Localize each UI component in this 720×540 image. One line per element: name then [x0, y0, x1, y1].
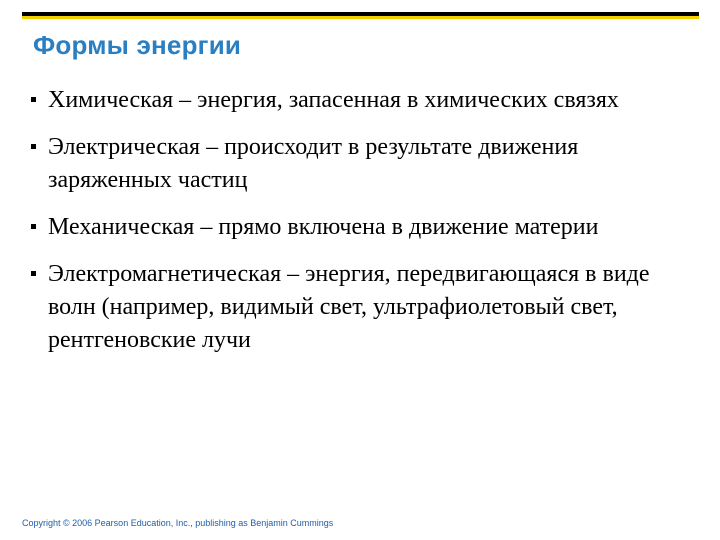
copyright-footer: Copyright © 2006 Pearson Education, Inc., publishing as Benjamin Cummings [22, 518, 334, 528]
bullet-item-mechanical [28, 211, 688, 244]
bullet-marker-icon [31, 271, 36, 276]
bullet-text: Электромагнетическая – энергия, передвигающаяся в виде волн (например, видимый свет, ультрафиолетовый свет, рентгеновские лучи [48, 261, 650, 353]
bullet-marker-icon [31, 144, 36, 149]
slide-title: Формы энергии [33, 30, 242, 60]
bullet-text: Механическая – прямо включена в движение материи [48, 214, 599, 240]
bullet-marker-icon [31, 224, 36, 229]
bullet-text: Электрическая – происходит в результате движения заряженных частиц [48, 134, 579, 193]
bullet-list [28, 84, 688, 371]
bullet-marker-icon [31, 97, 36, 102]
bullet-item-electromagnetic [28, 258, 688, 357]
bullet-text: Химическая – энергия, запасенная в химических связях [48, 87, 619, 113]
bullet-item-electric [28, 131, 688, 197]
bullet-item-chemical [28, 84, 688, 117]
top-rule-accent [22, 16, 699, 19]
